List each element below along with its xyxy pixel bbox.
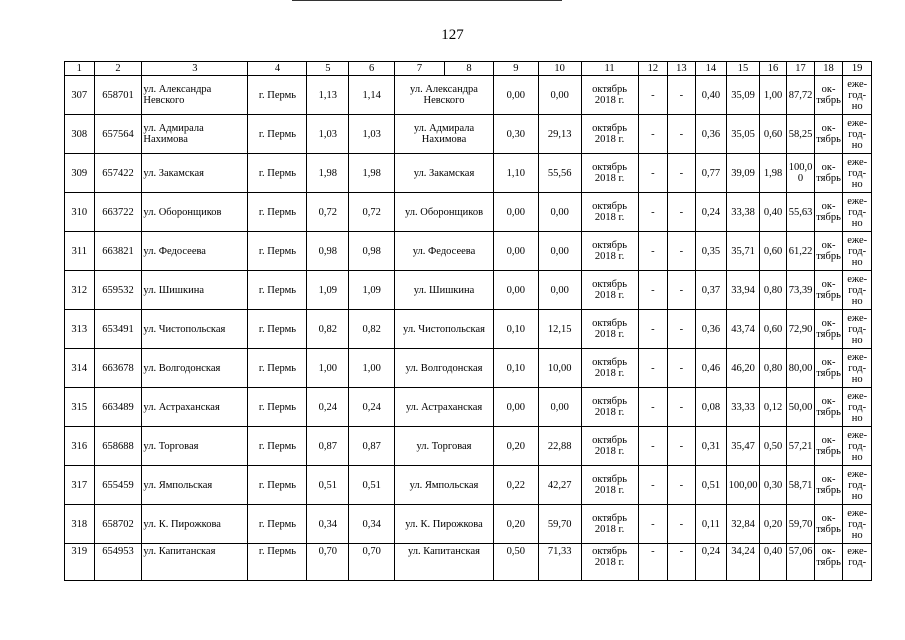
cell-c6: 0,98 [349,232,395,271]
cell-month: ок-тябрь [814,466,843,505]
cell-freq: еже-год- [843,544,872,581]
cell-period: октябрь 2018 г. [581,466,638,505]
cell-c6: 0,82 [349,310,395,349]
cell-c9: 0,50 [493,544,538,581]
cell-c12: - [638,193,668,232]
cell-period: октябрь 2018 г. [581,193,638,232]
cell-month: ок-тябрь [814,76,843,115]
data-table [64,61,872,581]
cell-c17: 57,06 [787,544,815,581]
cell-street: ул. Шишкина [142,271,248,310]
cell-c5: 0,70 [307,544,349,581]
cell-city: г. Пермь [248,310,307,349]
cell-c9: 0,10 [493,349,538,388]
top-rule [292,0,562,1]
cell-c10: 10,00 [538,349,581,388]
table-row [65,310,872,349]
cell-freq: еже-год-но [843,349,872,388]
cell-c17: 80,00 [787,349,815,388]
cell-c10: 71,33 [538,544,581,581]
cell-street2: ул. К. Пирожкова [395,505,494,544]
cell-c5: 0,87 [307,427,349,466]
cell-c6: 1,09 [349,271,395,310]
column-header: 10 [538,62,581,76]
column-header: 4 [248,62,307,76]
table-row [65,544,872,581]
cell-c5: 1,03 [307,115,349,154]
cell-street2: ул. Закамская [395,154,494,193]
cell-n: 316 [65,427,95,466]
cell-freq: еже-год-но [843,427,872,466]
cell-freq: еже-год-но [843,388,872,427]
cell-city: г. Пермь [248,76,307,115]
cell-c17: 73,39 [787,271,815,310]
cell-c13: - [668,466,696,505]
cell-c6: 1,00 [349,349,395,388]
cell-c5: 0,98 [307,232,349,271]
cell-c12: - [638,154,668,193]
cell-n: 315 [65,388,95,427]
cell-c15: 35,09 [727,76,760,115]
cell-c9: 0,20 [493,427,538,466]
cell-c12: - [638,310,668,349]
cell-freq: еже-год-но [843,193,872,232]
cell-c15: 32,84 [727,505,760,544]
cell-street2: ул. Астраханская [395,388,494,427]
cell-code: 659532 [94,271,142,310]
cell-street2: ул. Волгодонская [395,349,494,388]
cell-c16: 0,12 [759,388,787,427]
cell-city: г. Пермь [248,154,307,193]
cell-c16: 0,40 [759,544,787,581]
cell-freq: еже-год-но [843,115,872,154]
cell-c14: 0,40 [695,76,727,115]
cell-c16: 1,00 [759,76,787,115]
cell-c12: - [638,388,668,427]
cell-c12: - [638,505,668,544]
cell-code: 657564 [94,115,142,154]
cell-c14: 0,31 [695,427,727,466]
cell-n: 309 [65,154,95,193]
cell-n: 307 [65,76,95,115]
cell-month: ок-тябрь [814,154,843,193]
cell-c10: 12,15 [538,310,581,349]
cell-c15: 33,33 [727,388,760,427]
cell-c16: 0,50 [759,427,787,466]
cell-freq: еже-год-но [843,154,872,193]
cell-c5: 0,72 [307,193,349,232]
cell-c6: 0,70 [349,544,395,581]
column-header: 18 [814,62,843,76]
cell-c17: 58,71 [787,466,815,505]
cell-code: 658701 [94,76,142,115]
cell-c17: 50,00 [787,388,815,427]
column-header: 8 [445,62,494,76]
cell-c16: 0,60 [759,310,787,349]
cell-c14: 0,24 [695,193,727,232]
column-header: 11 [581,62,638,76]
cell-c15: 35,47 [727,427,760,466]
cell-street: ул. Капитанская [142,544,248,581]
cell-month: ок-тябрь [814,427,843,466]
cell-c13: - [668,310,696,349]
cell-street2: ул. Шишкина [395,271,494,310]
cell-c17: 61,22 [787,232,815,271]
cell-n: 318 [65,505,95,544]
cell-c6: 1,03 [349,115,395,154]
cell-n: 312 [65,271,95,310]
cell-c16: 0,60 [759,115,787,154]
cell-c6: 0,51 [349,466,395,505]
cell-code: 655459 [94,466,142,505]
cell-c9: 1,10 [493,154,538,193]
table-row [65,349,872,388]
cell-c5: 0,82 [307,310,349,349]
cell-c15: 46,20 [727,349,760,388]
cell-code: 657422 [94,154,142,193]
cell-c15: 35,71 [727,232,760,271]
cell-city: г. Пермь [248,115,307,154]
table-row [65,466,872,505]
cell-city: г. Пермь [248,544,307,581]
cell-c14: 0,11 [695,505,727,544]
cell-c9: 0,30 [493,115,538,154]
cell-c12: - [638,115,668,154]
table-row [65,271,872,310]
column-header: 13 [668,62,696,76]
cell-street: ул. Ямпольская [142,466,248,505]
cell-month: ок-тябрь [814,349,843,388]
cell-city: г. Пермь [248,271,307,310]
cell-city: г. Пермь [248,427,307,466]
cell-street2: ул. Александра Невского [395,76,494,115]
cell-n: 308 [65,115,95,154]
cell-c6: 1,98 [349,154,395,193]
cell-month: ок-тябрь [814,310,843,349]
cell-street: ул. Торговая [142,427,248,466]
cell-c17: 58,25 [787,115,815,154]
cell-street: ул. Астраханская [142,388,248,427]
cell-c10: 0,00 [538,76,581,115]
cell-c6: 1,14 [349,76,395,115]
cell-period: октябрь 2018 г. [581,154,638,193]
cell-c10: 0,00 [538,232,581,271]
cell-c13: - [668,544,696,581]
cell-c16: 0,20 [759,505,787,544]
cell-c12: - [638,76,668,115]
cell-street: ул. Чистопольская [142,310,248,349]
cell-city: г. Пермь [248,388,307,427]
cell-c10: 55,56 [538,154,581,193]
table-row [65,76,872,115]
cell-c10: 22,88 [538,427,581,466]
cell-c12: - [638,466,668,505]
cell-month: ок-тябрь [814,115,843,154]
cell-c14: 0,24 [695,544,727,581]
cell-c5: 0,24 [307,388,349,427]
cell-freq: еже-год-но [843,505,872,544]
cell-city: г. Пермь [248,193,307,232]
cell-c17: 55,63 [787,193,815,232]
cell-period: октябрь 2018 г. [581,271,638,310]
cell-n: 311 [65,232,95,271]
cell-c14: 0,51 [695,466,727,505]
cell-street2: ул. Чистопольская [395,310,494,349]
cell-month: ок-тябрь [814,271,843,310]
column-header: 15 [727,62,760,76]
cell-period: октябрь 2018 г. [581,388,638,427]
cell-n: 314 [65,349,95,388]
cell-street2: ул. Адмирала Нахимова [395,115,494,154]
cell-c15: 34,24 [727,544,760,581]
cell-c10: 59,70 [538,505,581,544]
cell-c16: 0,30 [759,466,787,505]
cell-c12: - [638,427,668,466]
cell-c9: 0,00 [493,76,538,115]
cell-c5: 0,51 [307,466,349,505]
cell-c17: 57,21 [787,427,815,466]
cell-c16: 0,60 [759,232,787,271]
cell-c14: 0,35 [695,232,727,271]
column-header: 17 [787,62,815,76]
column-header: 3 [142,62,248,76]
cell-c10: 0,00 [538,388,581,427]
cell-n: 310 [65,193,95,232]
cell-month: ок-тябрь [814,232,843,271]
cell-c5: 1,98 [307,154,349,193]
cell-period: октябрь 2018 г. [581,76,638,115]
cell-c13: - [668,76,696,115]
cell-c13: - [668,388,696,427]
cell-c15: 35,05 [727,115,760,154]
cell-period: октябрь 2018 г. [581,115,638,154]
cell-c16: 0,40 [759,193,787,232]
cell-n: 319 [65,544,95,581]
cell-street: ул. Адмирала Нахимова [142,115,248,154]
cell-c6: 0,24 [349,388,395,427]
cell-period: октябрь 2018 г. [581,544,638,581]
cell-c15: 33,94 [727,271,760,310]
cell-c9: 0,00 [493,388,538,427]
cell-c9: 0,00 [493,193,538,232]
cell-c16: 0,80 [759,271,787,310]
cell-c15: 39,09 [727,154,760,193]
column-header: 1 [65,62,95,76]
cell-city: г. Пермь [248,349,307,388]
cell-c9: 0,00 [493,271,538,310]
cell-c5: 1,00 [307,349,349,388]
column-header: 16 [759,62,787,76]
cell-c9: 0,22 [493,466,538,505]
cell-c5: 1,09 [307,271,349,310]
table-row [65,232,872,271]
cell-code: 653491 [94,310,142,349]
cell-c14: 0,77 [695,154,727,193]
cell-street2: ул. Ямпольская [395,466,494,505]
cell-c13: - [668,154,696,193]
table-row [65,154,872,193]
table-row [65,388,872,427]
cell-period: октябрь 2018 г. [581,310,638,349]
header-row [65,62,872,76]
cell-c13: - [668,349,696,388]
cell-city: г. Пермь [248,232,307,271]
cell-c16: 1,98 [759,154,787,193]
cell-period: октябрь 2018 г. [581,505,638,544]
page-number: 127 [441,27,464,43]
cell-c14: 0,36 [695,115,727,154]
cell-code: 663821 [94,232,142,271]
cell-c12: - [638,349,668,388]
cell-c12: - [638,232,668,271]
column-header: 2 [94,62,142,76]
column-header: 9 [493,62,538,76]
cell-street2: ул. Капитанская [395,544,494,581]
cell-street: ул. Александра Невского [142,76,248,115]
cell-c13: - [668,505,696,544]
cell-c10: 42,27 [538,466,581,505]
cell-month: ок-тябрь [814,544,843,581]
cell-c15: 100,00 [727,466,760,505]
cell-c17: 100,0 0 [787,154,815,193]
cell-c17: 59,70 [787,505,815,544]
cell-street2: ул. Оборонщиков [395,193,494,232]
cell-code: 658688 [94,427,142,466]
cell-c14: 0,37 [695,271,727,310]
cell-c10: 29,13 [538,115,581,154]
cell-c10: 0,00 [538,271,581,310]
cell-freq: еже-год-но [843,466,872,505]
cell-city: г. Пермь [248,466,307,505]
cell-c14: 0,46 [695,349,727,388]
cell-c13: - [668,115,696,154]
cell-month: ок-тябрь [814,505,843,544]
cell-period: октябрь 2018 г. [581,427,638,466]
cell-c15: 43,74 [727,310,760,349]
cell-c9: 0,10 [493,310,538,349]
cell-code: 654953 [94,544,142,581]
cell-code: 663722 [94,193,142,232]
column-header: 7 [395,62,445,76]
cell-c12: - [638,544,668,581]
cell-n: 317 [65,466,95,505]
cell-freq: еже-год-но [843,76,872,115]
cell-c14: 0,08 [695,388,727,427]
column-header: 5 [307,62,349,76]
cell-c17: 72,90 [787,310,815,349]
cell-c17: 87,72 [787,76,815,115]
cell-c6: 0,87 [349,427,395,466]
cell-street: ул. К. Пирожкова [142,505,248,544]
table-row [65,505,872,544]
column-header: 19 [843,62,872,76]
cell-city: г. Пермь [248,505,307,544]
cell-c13: - [668,271,696,310]
cell-c14: 0,36 [695,310,727,349]
cell-freq: еже-год-но [843,310,872,349]
cell-street: ул. Федосеева [142,232,248,271]
cell-c6: 0,34 [349,505,395,544]
cell-period: октябрь 2018 г. [581,232,638,271]
column-header: 14 [695,62,727,76]
cell-c15: 33,38 [727,193,760,232]
cell-c13: - [668,193,696,232]
cell-c5: 0,34 [307,505,349,544]
column-header: 12 [638,62,668,76]
cell-c12: - [638,271,668,310]
cell-c16: 0,80 [759,349,787,388]
cell-code: 663489 [94,388,142,427]
cell-c5: 1,13 [307,76,349,115]
cell-month: ок-тябрь [814,388,843,427]
cell-street: ул. Оборонщиков [142,193,248,232]
cell-street: ул. Закамская [142,154,248,193]
cell-period: октябрь 2018 г. [581,349,638,388]
table-row [65,115,872,154]
cell-c6: 0,72 [349,193,395,232]
cell-c9: 0,20 [493,505,538,544]
cell-c13: - [668,427,696,466]
cell-street2: ул. Федосеева [395,232,494,271]
cell-street2: ул. Торговая [395,427,494,466]
table-row [65,427,872,466]
cell-c9: 0,00 [493,232,538,271]
cell-n: 313 [65,310,95,349]
cell-month: ок-тябрь [814,193,843,232]
table-row [65,193,872,232]
cell-code: 658702 [94,505,142,544]
cell-code: 663678 [94,349,142,388]
cell-freq: еже-год-но [843,232,872,271]
cell-freq: еже-год-но [843,271,872,310]
cell-street: ул. Волгодонская [142,349,248,388]
column-header: 6 [349,62,395,76]
cell-c13: - [668,232,696,271]
cell-c10: 0,00 [538,193,581,232]
